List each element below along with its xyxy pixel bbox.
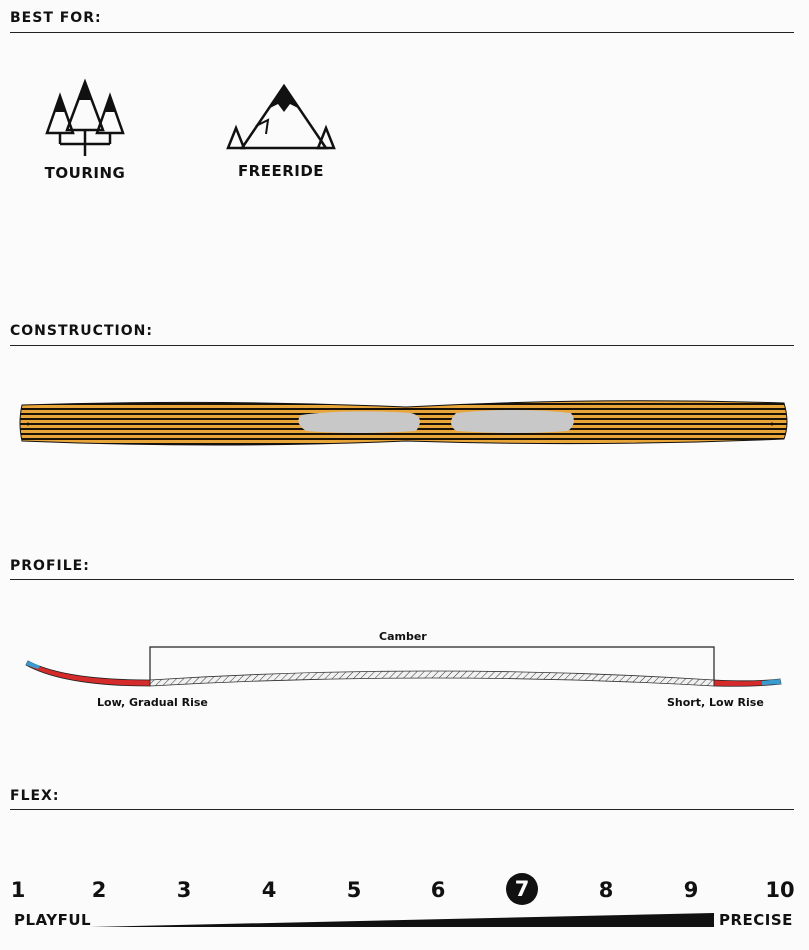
flex-number: 1 <box>10 878 26 902</box>
tail-rise-label: Short, Low Rise <box>667 696 764 709</box>
construction-divider <box>10 345 794 346</box>
flex-number: 6 <box>430 878 446 902</box>
best-for-divider <box>10 32 794 33</box>
construction-heading: CONSTRUCTION: <box>10 323 153 339</box>
flex-precise-label: PRECISE <box>719 911 793 929</box>
profile-heading: PROFILE: <box>10 558 90 574</box>
freeride-label: FREERIDE <box>237 162 325 180</box>
flex-number: 3 <box>176 878 192 902</box>
flex-number: 9 <box>683 878 699 902</box>
profile-divider <box>10 579 794 580</box>
flex-number-selected: 7 <box>506 873 538 905</box>
freeride-item <box>226 82 336 180</box>
flex-number: 2 <box>91 878 107 902</box>
flex-number: 10 <box>765 878 795 902</box>
trees-icon <box>40 78 130 160</box>
flex-heading: FLEX: <box>10 788 60 804</box>
mountain-icon <box>226 82 336 158</box>
flex-number: 5 <box>346 878 362 902</box>
touring-label: TOURING <box>44 164 126 182</box>
flex-number: 8 <box>598 878 614 902</box>
camber-label: Camber <box>379 630 427 643</box>
flex-wedge-bar <box>90 912 716 928</box>
ski-profile-diagram <box>24 640 786 695</box>
best-for-heading: BEST FOR: <box>10 10 102 26</box>
ski-construction-diagram <box>16 395 790 451</box>
flex-divider <box>10 809 794 810</box>
touring-item <box>40 78 130 182</box>
flex-playful-label: PLAYFUL <box>14 911 92 929</box>
tip-rise-label: Low, Gradual Rise <box>97 696 208 709</box>
flex-number: 4 <box>261 878 277 902</box>
